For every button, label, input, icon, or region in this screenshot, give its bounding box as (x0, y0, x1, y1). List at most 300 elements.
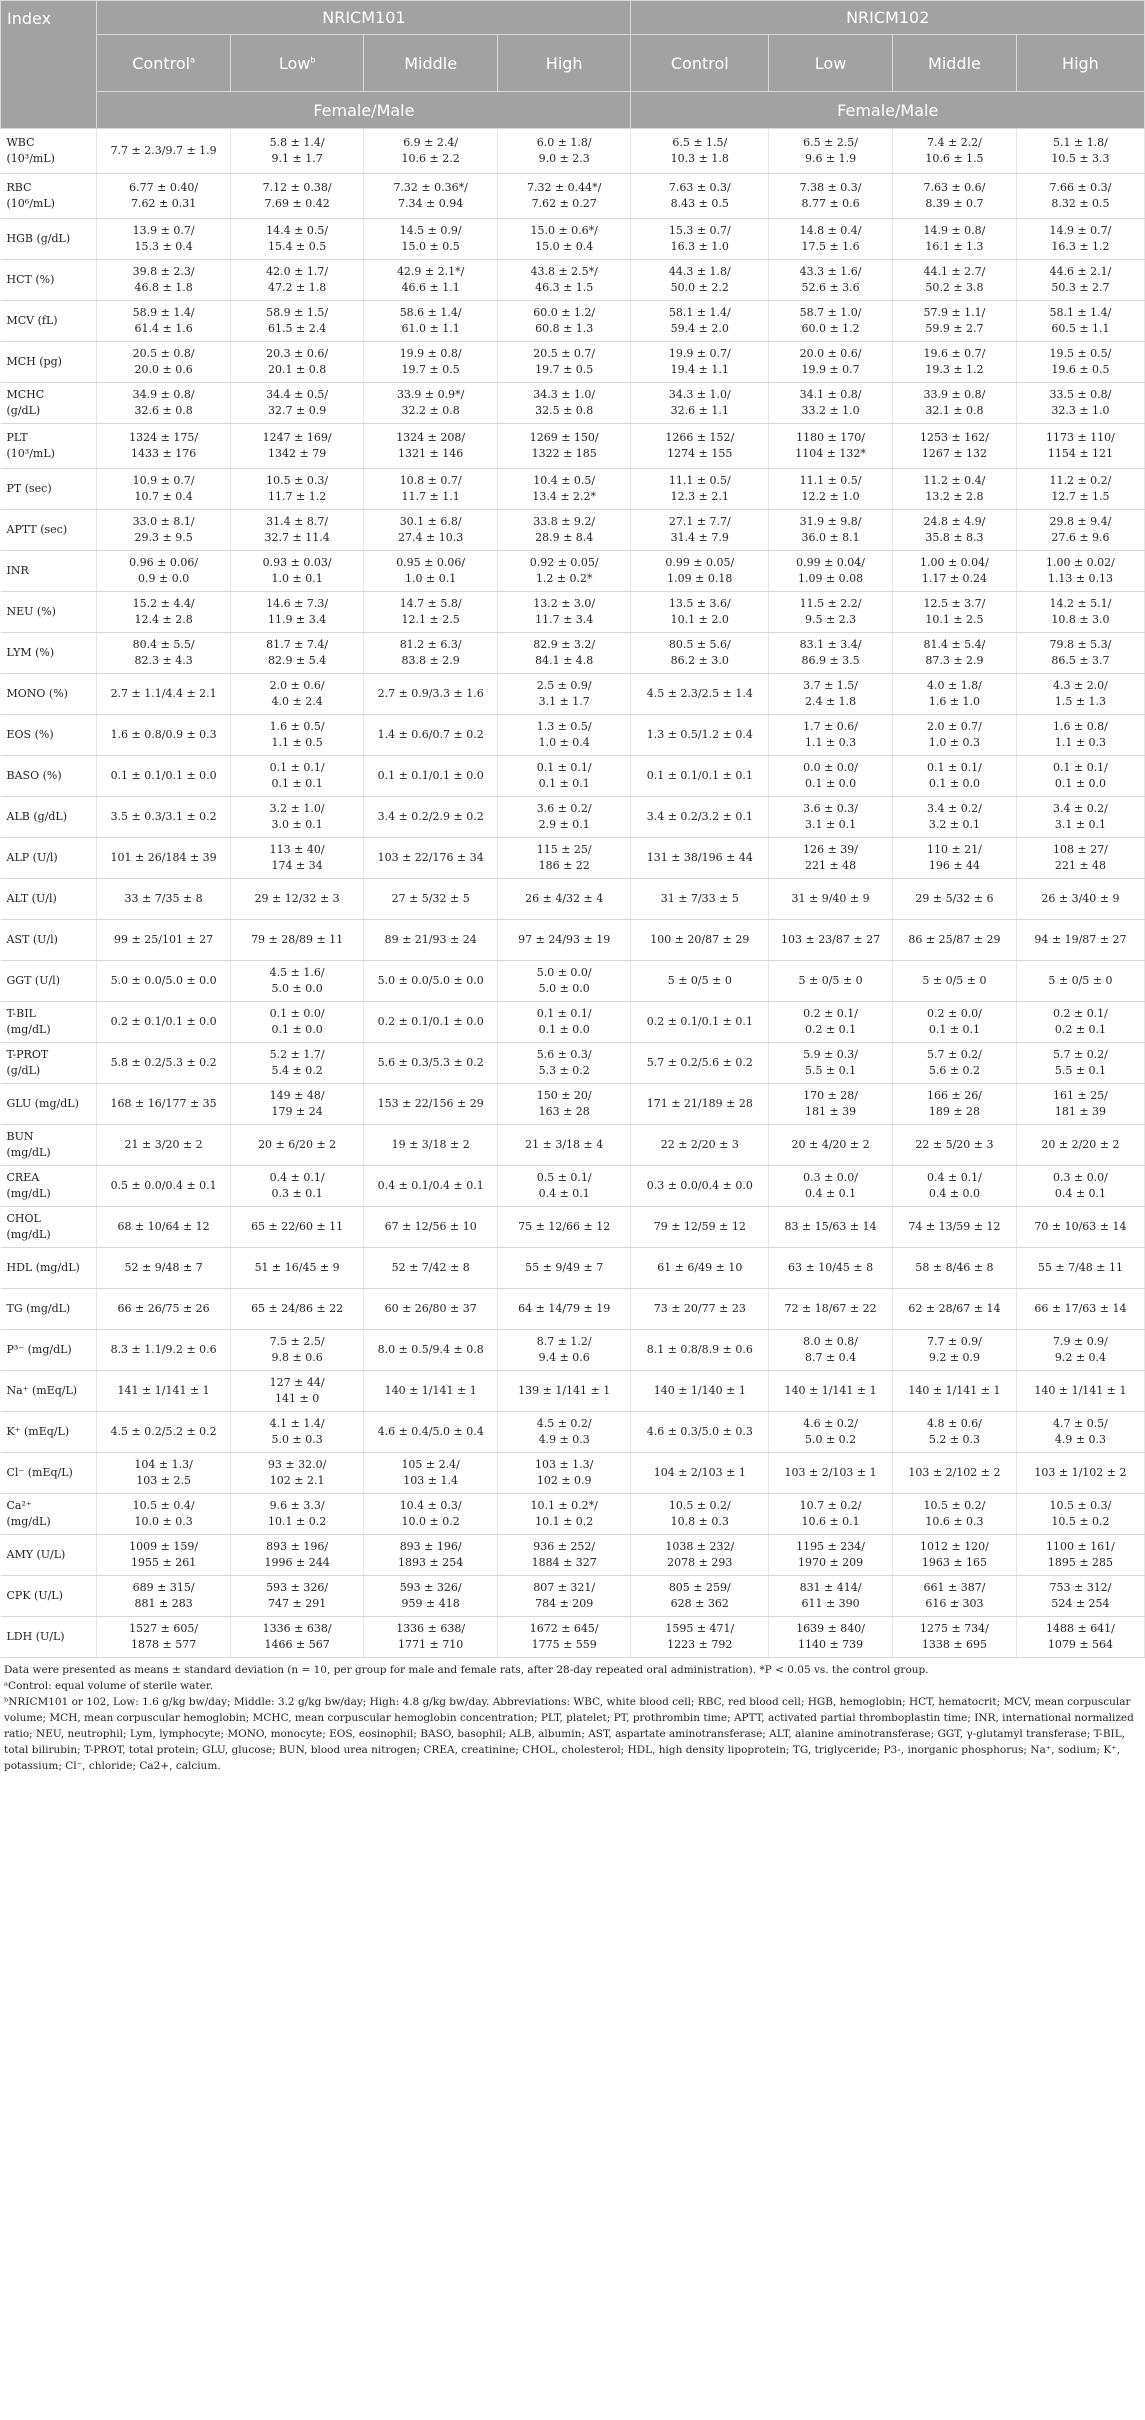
dose-header (497, 35, 631, 92)
table-cell: 14.6 ± 7.3/ 11.9 ± 3.4 (230, 592, 364, 633)
table-row (1, 174, 1145, 219)
table-cell: 81.4 ± 5.4/ 87.3 ± 2.9 (893, 633, 1017, 674)
table-cell: 1.6 ± 0.5/ 1.1 ± 0.5 (230, 715, 364, 756)
table-cell: 0.1 ± 0.1/0.1 ± 0.1 (631, 756, 769, 797)
table-cell: 8.7 ± 1.2/ 9.4 ± 0.6 (497, 1330, 631, 1371)
table-cell: 1.00 ± 0.04/ 1.17 ± 0.24 (893, 551, 1017, 592)
table-cell: 68 ± 10/64 ± 12 (97, 1207, 231, 1248)
dose-header (1016, 35, 1144, 92)
table-cell: 81.2 ± 6.3/ 83.8 ± 2.9 (364, 633, 498, 674)
table-cell: 0.1 ± 0.1/ 0.1 ± 0.0 (1016, 756, 1144, 797)
table-row (1, 1084, 1145, 1125)
table-cell: 1253 ± 162/ 1267 ± 132 (893, 424, 1017, 469)
table-cell: 81.7 ± 7.4/ 82.9 ± 5.4 (230, 633, 364, 674)
table-cell: 0.99 ± 0.04/ 1.09 ± 0.08 (769, 551, 893, 592)
table-row (1, 510, 1145, 551)
table-cell: 5.7 ± 0.2/ 5.6 ± 0.2 (893, 1043, 1017, 1084)
table-cell: 140 ± 1/141 ± 1 (364, 1371, 498, 1412)
row-label: HDL (mg/dL) (1, 1248, 97, 1289)
table-cell: 0.4 ± 0.1/ 0.4 ± 0.0 (893, 1166, 1017, 1207)
row-label: ALT (U/l) (1, 879, 97, 920)
table-cell: 161 ± 25/ 181 ± 39 (1016, 1084, 1144, 1125)
table-cell: 101 ± 26/184 ± 39 (97, 838, 231, 879)
table-cell: 1336 ± 638/ 1466 ± 567 (230, 1617, 364, 1658)
table-cell: 6.0 ± 1.8/ 9.0 ± 2.3 (497, 129, 631, 174)
row-label: Ca²⁺ (mg/dL) (1, 1494, 97, 1535)
table-cell: 131 ± 38/196 ± 44 (631, 838, 769, 879)
table-cell: 61 ± 6/49 ± 10 (631, 1248, 769, 1289)
table-cell: 10.5 ± 0.3/ 11.7 ± 1.2 (230, 469, 364, 510)
table-cell: 55 ± 9/49 ± 7 (497, 1248, 631, 1289)
table-cell: 10.8 ± 0.7/ 11.7 ± 1.1 (364, 469, 498, 510)
table-cell: 0.1 ± 0.0/ 0.1 ± 0.0 (230, 1002, 364, 1043)
table-cell: 34.3 ± 1.0/ 32.6 ± 1.1 (631, 383, 769, 424)
table-cell: 1100 ± 161/ 1895 ± 285 (1016, 1535, 1144, 1576)
table-row (1, 1330, 1145, 1371)
table-cell: 4.5 ± 0.2/5.2 ± 0.2 (97, 1412, 231, 1453)
row-label: LYM (%) (1, 633, 97, 674)
table-row (1, 1166, 1145, 1207)
table-cell: 0.95 ± 0.06/ 1.0 ± 0.1 (364, 551, 498, 592)
table-cell: 1.6 ± 0.8/ 1.1 ± 0.3 (1016, 715, 1144, 756)
table-cell: 66 ± 17/63 ± 14 (1016, 1289, 1144, 1330)
table-cell: 0.93 ± 0.03/ 1.0 ± 0.1 (230, 551, 364, 592)
table-cell: 3.5 ± 0.3/3.1 ± 0.2 (97, 797, 231, 838)
table-cell: 0.0 ± 0.0/ 0.1 ± 0.0 (769, 756, 893, 797)
table-cell: 5.1 ± 1.8/ 10.5 ± 3.3 (1016, 129, 1144, 174)
table-cell: 20.5 ± 0.8/ 20.0 ± 0.6 (97, 342, 231, 383)
table-cell: 1324 ± 208/ 1321 ± 146 (364, 424, 498, 469)
table-cell: 60.0 ± 1.2/ 60.8 ± 1.3 (497, 301, 631, 342)
table-cell: 74 ± 13/59 ± 12 (893, 1207, 1017, 1248)
table-row (1, 424, 1145, 469)
table-cell: 2.5 ± 0.9/ 3.1 ± 1.7 (497, 674, 631, 715)
table-cell: 1336 ± 638/ 1771 ± 710 (364, 1617, 498, 1658)
table-cell: 936 ± 252/ 1884 ± 327 (497, 1535, 631, 1576)
table-cell: 22 ± 2/20 ± 3 (631, 1125, 769, 1166)
table-cell: 4.5 ± 2.3/2.5 ± 1.4 (631, 674, 769, 715)
row-label: HGB (g/dL) (1, 219, 97, 260)
table-cell: 14.9 ± 0.7/ 16.3 ± 1.2 (1016, 219, 1144, 260)
table-cell: 6.5 ± 1.5/ 10.3 ± 1.8 (631, 129, 769, 174)
table-cell: 42.9 ± 2.1*/ 46.6 ± 1.1 (364, 260, 498, 301)
row-label: P³⁻ (mg/dL) (1, 1330, 97, 1371)
table-cell: 33.8 ± 9.2/ 28.9 ± 8.4 (497, 510, 631, 551)
table-row (1, 129, 1145, 174)
table-cell: 64 ± 14/79 ± 19 (497, 1289, 631, 1330)
row-label: K⁺ (mEq/L) (1, 1412, 97, 1453)
table-row (1, 342, 1145, 383)
table-cell: 7.12 ± 0.38/ 7.69 ± 0.42 (230, 174, 364, 219)
table-cell: 7.7 ± 2.3/9.7 ± 1.9 (97, 129, 231, 174)
table-cell: 10.5 ± 0.2/ 10.8 ± 0.3 (631, 1494, 769, 1535)
sex-header-2: Female/Male (631, 92, 1145, 129)
row-label: TG (mg/dL) (1, 1289, 97, 1330)
table-row (1, 1617, 1145, 1658)
table-cell: 67 ± 12/56 ± 10 (364, 1207, 498, 1248)
table-cell: 689 ± 315/ 881 ± 283 (97, 1576, 231, 1617)
table-cell: 3.4 ± 0.2/3.2 ± 0.1 (631, 797, 769, 838)
table-cell: 110 ± 21/ 196 ± 44 (893, 838, 1017, 879)
table-row (1, 1453, 1145, 1494)
row-label: BASO (%) (1, 756, 97, 797)
table-row (1, 1207, 1145, 1248)
group-header-2: NRICM102 (631, 1, 1145, 35)
table-cell: 11.2 ± 0.4/ 13.2 ± 2.8 (893, 469, 1017, 510)
table-cell: 5.0 ± 0.0/ 5.0 ± 0.0 (497, 961, 631, 1002)
table-cell: 4.0 ± 1.8/ 1.6 ± 1.0 (893, 674, 1017, 715)
table-cell: 66 ± 26/75 ± 26 (97, 1289, 231, 1330)
table-cell: 168 ± 16/177 ± 35 (97, 1084, 231, 1125)
table-cell: 14.5 ± 0.9/ 15.0 ± 0.5 (364, 219, 498, 260)
footnote: ᵃControl: equal volume of sterile water. (4, 1680, 214, 1692)
table-row (1, 1371, 1145, 1412)
row-label: MCH (pg) (1, 342, 97, 383)
table-cell: 0.1 ± 0.1/ 0.1 ± 0.0 (893, 756, 1017, 797)
table-cell: 82.9 ± 3.2/ 84.1 ± 4.8 (497, 633, 631, 674)
table-cell: 1672 ± 645/ 1775 ± 559 (497, 1617, 631, 1658)
table-cell: 51 ± 16/45 ± 9 (230, 1248, 364, 1289)
table-cell: 2.7 ± 1.1/4.4 ± 2.1 (97, 674, 231, 715)
table-cell: 43.3 ± 1.6/ 52.6 ± 3.6 (769, 260, 893, 301)
dose-header (769, 35, 893, 92)
table-row (1, 797, 1145, 838)
table-cell: 9.6 ± 3.3/ 10.1 ± 0.2 (230, 1494, 364, 1535)
table-cell: 103 ± 22/176 ± 34 (364, 838, 498, 879)
table-cell: 7.5 ± 2.5/ 9.8 ± 0.6 (230, 1330, 364, 1371)
table-row (1, 1535, 1145, 1576)
table-row (1, 920, 1145, 961)
table-cell: 0.92 ± 0.05/ 1.2 ± 0.2* (497, 551, 631, 592)
table-row (1, 1125, 1145, 1166)
dose-label: Low (278, 53, 311, 73)
row-label: AMY (U/L) (1, 1535, 97, 1576)
table-cell: 150 ± 20/ 163 ± 28 (497, 1084, 631, 1125)
table-cell: 55 ± 7/48 ± 11 (1016, 1248, 1144, 1289)
table-cell: 14.7 ± 5.8/ 12.1 ± 2.5 (364, 592, 498, 633)
table-cell: 19.5 ± 0.5/ 19.6 ± 0.5 (1016, 342, 1144, 383)
table-cell: 1.7 ± 0.6/ 1.1 ± 0.3 (769, 715, 893, 756)
table-cell: 4.5 ± 0.2/ 4.9 ± 0.3 (497, 1412, 631, 1453)
table-cell: 13.5 ± 3.6/ 10.1 ± 2.0 (631, 592, 769, 633)
table-cell: 100 ± 20/87 ± 29 (631, 920, 769, 961)
table-cell: 33.5 ± 0.8/ 32.3 ± 1.0 (1016, 383, 1144, 424)
table-row (1, 715, 1145, 756)
table-row (1, 301, 1145, 342)
row-label: PT (sec) (1, 469, 97, 510)
table-cell: 0.2 ± 0.1/0.1 ± 0.1 (631, 1002, 769, 1043)
table-cell: 3.4 ± 0.2/2.9 ± 0.2 (364, 797, 498, 838)
table-cell: 7.38 ± 0.3/ 8.77 ± 0.6 (769, 174, 893, 219)
table-cell: 140 ± 1/141 ± 1 (769, 1371, 893, 1412)
table-cell: 0.3 ± 0.0/0.4 ± 0.0 (631, 1166, 769, 1207)
table-cell: 97 ± 24/93 ± 19 (497, 920, 631, 961)
table-cell: 34.9 ± 0.8/ 32.6 ± 0.8 (97, 383, 231, 424)
table-cell: 1195 ± 234/ 1970 ± 209 (769, 1535, 893, 1576)
footnote: ᵇNRICM101 or 102, Low: 1.6 g/kg bw/day; Middle: 3.2 g/kg bw/day; High: 4.8 g/kg bw/day. Abbreviations: WBC, white blood cell; RBC, red blood cell; HGB, hemoglobin; HCT, hematocrit; MCV, mean corpuscular volume; MCH, mean corpuscular hemoglobin; MCHC, mean corpuscular hemoglobin concentration; PLT, platelet; PT, prothrombin time; APTT, activated partial thromboplastin time; INR, international normalized ratio; NEU, neutrophil; Lym, lymphocyte; MONO, monocyte; EOS, eosinophil; BASO, basophil; ALB, albumin; AST, aspartate aminotransferase; ALT, alanine aminotransferase; GGT, γ-glutamyl transferase; T-BIL, total bilirubin; T-PROT, total protein; GLU, glucose; BUN, blood urea nitrogen; CREA, creatinine; CHOL, cholesterol; HDL, high density lipoprotein; TG, triglyceride; P3-, inorganic phosphorus; Na⁺, sodium; K⁺, potassium; Cl⁻, chloride; Ca2+, calcium. (4, 1696, 1134, 1772)
table-cell: 4.8 ± 0.6/ 5.2 ± 0.3 (893, 1412, 1017, 1453)
table-cell: 1527 ± 605/ 1878 ± 577 (97, 1617, 231, 1658)
table-cell: 141 ± 1/141 ± 1 (97, 1371, 231, 1412)
table-cell: 0.96 ± 0.06/ 0.9 ± 0.0 (97, 551, 231, 592)
row-label: WBC (10³/mL) (1, 129, 97, 174)
table-cell: 4.6 ± 0.4/5.0 ± 0.4 (364, 1412, 498, 1453)
table-cell: 34.1 ± 0.8/ 33.2 ± 1.0 (769, 383, 893, 424)
table-cell: 63 ± 10/45 ± 8 (769, 1248, 893, 1289)
table-cell: 52 ± 9/48 ± 7 (97, 1248, 231, 1289)
table-cell: 1012 ± 120/ 1963 ± 165 (893, 1535, 1017, 1576)
table-cell: 10.9 ± 0.7/ 10.7 ± 0.4 (97, 469, 231, 510)
row-label: Na⁺ (mEq/L) (1, 1371, 97, 1412)
table-cell: 0.4 ± 0.1/0.4 ± 0.1 (364, 1166, 498, 1207)
table-cell: 19.6 ± 0.7/ 19.3 ± 1.2 (893, 342, 1017, 383)
row-label: CHOL (mg/dL) (1, 1207, 97, 1248)
table-cell: 1247 ± 169/ 1342 ± 79 (230, 424, 364, 469)
table-row (1, 838, 1145, 879)
table-cell: 27 ± 5/32 ± 5 (364, 879, 498, 920)
table-row (1, 1289, 1145, 1330)
row-label: PLT (10³/mL) (1, 424, 97, 469)
table-cell: 1595 ± 471/ 1223 ± 792 (631, 1617, 769, 1658)
table-row (1, 674, 1145, 715)
table-cell: 7.63 ± 0.3/ 8.43 ± 0.5 (631, 174, 769, 219)
table-cell: 8.1 ± 0.8/8.9 ± 0.6 (631, 1330, 769, 1371)
table-cell: 104 ± 2/103 ± 1 (631, 1453, 769, 1494)
row-label: ALB (g/dL) (1, 797, 97, 838)
row-label: LDH (U/L) (1, 1617, 97, 1658)
table-cell: 7.32 ± 0.36*/ 7.34 ± 0.94 (364, 174, 498, 219)
table-row (1, 756, 1145, 797)
table-cell: 20 ± 2/20 ± 2 (1016, 1125, 1144, 1166)
table-cell: 52 ± 7/42 ± 8 (364, 1248, 498, 1289)
table-cell: 19.9 ± 0.8/ 19.7 ± 0.5 (364, 342, 498, 383)
table-cell: 72 ± 18/67 ± 22 (769, 1289, 893, 1330)
table-cell: 5.0 ± 0.0/5.0 ± 0.0 (97, 961, 231, 1002)
dose-footnote-mark: a (190, 55, 195, 65)
table-cell: 62 ± 28/67 ± 14 (893, 1289, 1017, 1330)
table-cell: 29 ± 12/32 ± 3 (230, 879, 364, 920)
table-cell: 15.3 ± 0.7/ 16.3 ± 1.0 (631, 219, 769, 260)
table-cell: 30.1 ± 6.8/ 27.4 ± 10.3 (364, 510, 498, 551)
table-row (1, 879, 1145, 920)
table-cell: 5.6 ± 0.3/ 5.3 ± 0.2 (497, 1043, 631, 1084)
table-cell: 99 ± 25/101 ± 27 (97, 920, 231, 961)
row-label: RBC (10⁶/mL) (1, 174, 97, 219)
table-cell: 0.1 ± 0.1/0.1 ± 0.0 (364, 756, 498, 797)
group-header-1: NRICM101 (97, 1, 631, 35)
table-cell: 0.3 ± 0.0/ 0.4 ± 0.1 (769, 1166, 893, 1207)
table-cell: 58 ± 8/46 ± 8 (893, 1248, 1017, 1289)
table-cell: 15.0 ± 0.6*/ 15.0 ± 0.4 (497, 219, 631, 260)
table-cell: 93 ± 32.0/ 102 ± 2.1 (230, 1453, 364, 1494)
row-label: T-BIL (mg/dL) (1, 1002, 97, 1043)
table-cell: 0.2 ± 0.1/0.1 ± 0.0 (97, 1002, 231, 1043)
table-cell: 14.2 ± 5.1/ 10.8 ± 3.0 (1016, 592, 1144, 633)
footnote: Data were presented as means ± standard deviation (n = 10, per group for male and female rats, after 28-day repeated oral administration). *P < 0.05 vs. the control group. (4, 1664, 929, 1676)
table-cell: 15.2 ± 4.4/ 12.4 ± 2.8 (97, 592, 231, 633)
table-cell: 153 ± 22/156 ± 29 (364, 1084, 498, 1125)
row-label: HCT (%) (1, 260, 97, 301)
table-cell: 33.0 ± 8.1/ 29.3 ± 9.5 (97, 510, 231, 551)
table-cell: 753 ± 312/ 524 ± 254 (1016, 1576, 1144, 1617)
table-row (1, 260, 1145, 301)
table-cell: 44.6 ± 2.1/ 50.3 ± 2.7 (1016, 260, 1144, 301)
table-cell: 79.8 ± 5.3/ 86.5 ± 3.7 (1016, 633, 1144, 674)
table-cell: 7.4 ± 2.2/ 10.6 ± 1.5 (893, 129, 1017, 174)
table-cell: 0.4 ± 0.1/ 0.3 ± 0.1 (230, 1166, 364, 1207)
table-cell: 44.1 ± 2.7/ 50.2 ± 3.8 (893, 260, 1017, 301)
table-cell: 33.9 ± 0.8/ 32.1 ± 0.8 (893, 383, 1017, 424)
table-cell: 44.3 ± 1.8/ 50.0 ± 2.2 (631, 260, 769, 301)
table-cell: 58.7 ± 1.0/ 60.0 ± 1.2 (769, 301, 893, 342)
table-cell: 5.6 ± 0.3/5.3 ± 0.2 (364, 1043, 498, 1084)
table-cell: 13.9 ± 0.7/ 15.3 ± 0.4 (97, 219, 231, 260)
table-cell: 893 ± 196/ 1996 ± 244 (230, 1535, 364, 1576)
table-cell: 0.99 ± 0.05/ 1.09 ± 0.18 (631, 551, 769, 592)
table-cell: 1.3 ± 0.5/1.2 ± 0.4 (631, 715, 769, 756)
table-row (1, 469, 1145, 510)
table-cell: 86 ± 25/87 ± 29 (893, 920, 1017, 961)
table-cell: 20 ± 4/20 ± 2 (769, 1125, 893, 1166)
table-cell: 0.3 ± 0.0/ 0.4 ± 0.1 (1016, 1166, 1144, 1207)
table-cell: 6.77 ± 0.40/ 7.62 ± 0.31 (97, 174, 231, 219)
dose-label: High (545, 53, 583, 73)
table-cell: 11.2 ± 0.2/ 12.7 ± 1.5 (1016, 469, 1144, 510)
table-cell: 1.4 ± 0.6/0.7 ± 0.2 (364, 715, 498, 756)
table-cell: 10.5 ± 0.3/ 10.5 ± 0.2 (1016, 1494, 1144, 1535)
table-cell: 6.5 ± 2.5/ 9.6 ± 1.9 (769, 129, 893, 174)
dose-label: Low (814, 53, 847, 73)
table-cell: 0.2 ± 0.1/0.1 ± 0.0 (364, 1002, 498, 1043)
row-label: Cl⁻ (mEq/L) (1, 1453, 97, 1494)
table-cell: 58.1 ± 1.4/ 59.4 ± 2.0 (631, 301, 769, 342)
table-cell: 65 ± 22/60 ± 11 (230, 1207, 364, 1248)
table-cell: 5.8 ± 0.2/5.3 ± 0.2 (97, 1043, 231, 1084)
table-cell: 5 ± 0/5 ± 0 (769, 961, 893, 1002)
table-cell: 33.9 ± 0.9*/ 32.2 ± 0.8 (364, 383, 498, 424)
table-body (1, 129, 1145, 1658)
table-cell: 1.6 ± 0.8/0.9 ± 0.3 (97, 715, 231, 756)
table-cell: 5.9 ± 0.3/ 5.5 ± 0.1 (769, 1043, 893, 1084)
row-label: MONO (%) (1, 674, 97, 715)
table-cell: 11.1 ± 0.5/ 12.2 ± 1.0 (769, 469, 893, 510)
table-cell: 34.4 ± 0.5/ 32.7 ± 0.9 (230, 383, 364, 424)
row-label: APTT (sec) (1, 510, 97, 551)
dose-header (97, 35, 231, 92)
table-cell: 79 ± 28/89 ± 11 (230, 920, 364, 961)
table-cell: 1173 ± 110/ 1154 ± 121 (1016, 424, 1144, 469)
table-cell: 34.3 ± 1.0/ 32.5 ± 0.8 (497, 383, 631, 424)
table-cell: 21 ± 3/18 ± 4 (497, 1125, 631, 1166)
row-label: MCV (fL) (1, 301, 97, 342)
row-label: EOS (%) (1, 715, 97, 756)
table-cell: 0.5 ± 0.1/ 0.4 ± 0.1 (497, 1166, 631, 1207)
table-cell: 5 ± 0/5 ± 0 (1016, 961, 1144, 1002)
table-cell: 43.8 ± 2.5*/ 46.3 ± 1.5 (497, 260, 631, 301)
table-row (1, 1043, 1145, 1084)
table-cell: 3.6 ± 0.2/ 2.9 ± 0.1 (497, 797, 631, 838)
table-cell: 5.7 ± 0.2/5.6 ± 0.2 (631, 1043, 769, 1084)
table-cell: 10.7 ± 0.2/ 10.6 ± 0.1 (769, 1494, 893, 1535)
table-cell: 108 ± 27/ 221 ± 48 (1016, 838, 1144, 879)
table-cell: 31.4 ± 8.7/ 32.7 ± 11.4 (230, 510, 364, 551)
table-cell: 14.9 ± 0.8/ 16.1 ± 1.3 (893, 219, 1017, 260)
table-cell: 0.2 ± 0.1/ 0.2 ± 0.1 (1016, 1002, 1144, 1043)
table-cell: 58.1 ± 1.4/ 60.5 ± 1.1 (1016, 301, 1144, 342)
table-cell: 1269 ± 150/ 1322 ± 185 (497, 424, 631, 469)
table-cell: 1.00 ± 0.02/ 1.13 ± 0.13 (1016, 551, 1144, 592)
table-cell: 58.9 ± 1.5/ 61.5 ± 2.4 (230, 301, 364, 342)
table-cell: 3.2 ± 1.0/ 3.0 ± 0.1 (230, 797, 364, 838)
table-cell: 1488 ± 641/ 1079 ± 564 (1016, 1617, 1144, 1658)
table-cell: 0.2 ± 0.1/ 0.2 ± 0.1 (769, 1002, 893, 1043)
table-cell: 73 ± 20/77 ± 23 (631, 1289, 769, 1330)
table-cell: 20.5 ± 0.7/ 19.7 ± 0.5 (497, 342, 631, 383)
table-cell: 2.7 ± 0.9/3.3 ± 1.6 (364, 674, 498, 715)
table-cell: 8.0 ± 0.5/9.4 ± 0.8 (364, 1330, 498, 1371)
table-cell: 5.7 ± 0.2/ 5.5 ± 0.1 (1016, 1043, 1144, 1084)
table-cell: 1266 ± 152/ 1274 ± 155 (631, 424, 769, 469)
table-cell: 31 ± 7/33 ± 5 (631, 879, 769, 920)
table-cell: 593 ± 326/ 747 ± 291 (230, 1576, 364, 1617)
table-row (1, 592, 1145, 633)
table-row (1, 1002, 1145, 1043)
dose-header-row (1, 35, 1145, 92)
table-cell: 5 ± 0/5 ± 0 (631, 961, 769, 1002)
table-cell: 103 ± 23/87 ± 27 (769, 920, 893, 961)
table-cell: 5.2 ± 1.7/ 5.4 ± 0.2 (230, 1043, 364, 1084)
table-cell: 65 ± 24/86 ± 22 (230, 1289, 364, 1330)
table-cell: 58.9 ± 1.4/ 61.4 ± 1.6 (97, 301, 231, 342)
table-cell: 3.4 ± 0.2/ 3.1 ± 0.1 (1016, 797, 1144, 838)
table-cell: 0.1 ± 0.1/ 0.1 ± 0.1 (230, 756, 364, 797)
table-cell: 1324 ± 175/ 1433 ± 176 (97, 424, 231, 469)
table-cell: 19.9 ± 0.7/ 19.4 ± 1.1 (631, 342, 769, 383)
table-cell: 5 ± 0/5 ± 0 (893, 961, 1017, 1002)
dose-label: Middle (404, 53, 458, 73)
dose-label: Middle (928, 53, 981, 73)
table-row (1, 1248, 1145, 1289)
table-cell: 7.32 ± 0.44*/ 7.62 ± 0.27 (497, 174, 631, 219)
table-cell: 807 ± 321/ 784 ± 209 (497, 1576, 631, 1617)
table-cell: 126 ± 39/ 221 ± 48 (769, 838, 893, 879)
sex-header-1: Female/Male (97, 92, 631, 129)
table-cell: 75 ± 12/66 ± 12 (497, 1207, 631, 1248)
table-cell: 171 ± 21/189 ± 28 (631, 1084, 769, 1125)
table-cell: 8.3 ± 1.1/9.2 ± 0.6 (97, 1330, 231, 1371)
table-cell: 60 ± 26/80 ± 37 (364, 1289, 498, 1330)
table-cell: 57.9 ± 1.1/ 59.9 ± 2.7 (893, 301, 1017, 342)
table-cell: 89 ± 21/93 ± 24 (364, 920, 498, 961)
table-cell: 3.4 ± 0.2/ 3.2 ± 0.1 (893, 797, 1017, 838)
table-cell: 831 ± 414/ 611 ± 390 (769, 1576, 893, 1617)
table-cell: 0.1 ± 0.1/ 0.1 ± 0.0 (497, 1002, 631, 1043)
dose-footnote-mark: b (310, 55, 316, 65)
table-cell: 2.0 ± 0.6/ 4.0 ± 2.4 (230, 674, 364, 715)
table-cell: 94 ± 19/87 ± 27 (1016, 920, 1144, 961)
table-cell: 3.6 ± 0.3/ 3.1 ± 0.1 (769, 797, 893, 838)
table-cell: 1009 ± 159/ 1955 ± 261 (97, 1535, 231, 1576)
table-cell: 105 ± 2.4/ 103 ± 1.4 (364, 1453, 498, 1494)
table-cell: 140 ± 1/141 ± 1 (893, 1371, 1017, 1412)
table-cell: 0.2 ± 0.0/ 0.1 ± 0.1 (893, 1002, 1017, 1043)
table-cell: 11.5 ± 2.2/ 9.5 ± 2.3 (769, 592, 893, 633)
table-cell: 11.1 ± 0.5/ 12.3 ± 2.1 (631, 469, 769, 510)
table-cell: 103 ± 1/102 ± 2 (1016, 1453, 1144, 1494)
row-label: NEU (%) (1, 592, 97, 633)
table-cell: 26 ± 4/32 ± 4 (497, 879, 631, 920)
row-label: GLU (mg/dL) (1, 1084, 97, 1125)
